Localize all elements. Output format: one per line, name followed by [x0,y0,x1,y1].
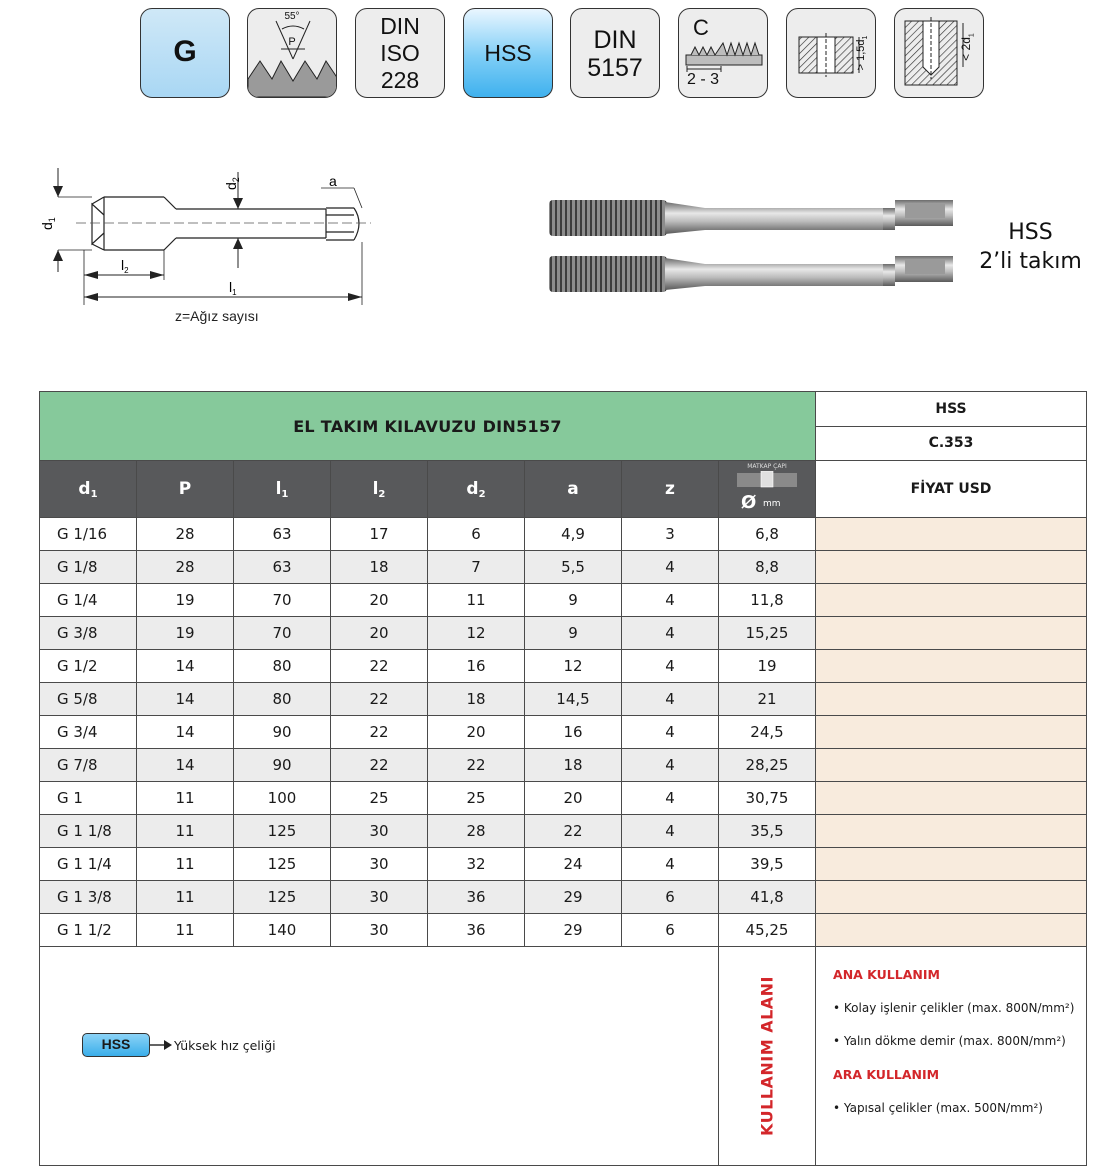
table-row [40,815,1087,848]
cell-pitch: 19 [137,617,234,650]
cell-size: G 1 3/8 [40,881,137,914]
cell-z: 4 [622,683,719,716]
d1-label: $d_1$ [39,217,57,230]
cell-drill-diameter: 6,8 [719,518,816,551]
din-5157-icon [570,8,660,98]
cell-z: 3 [622,518,719,551]
cell-l2: 22 [331,749,428,782]
cell-l2: 17 [331,518,428,551]
cell-l1: 90 [234,749,331,782]
table-row [40,848,1087,881]
cell-l1: 125 [234,815,331,848]
drill-hole-icon [737,471,797,489]
table-title: EL TAKIM KILAVUZU DIN5157 [40,392,816,461]
cell-l2: 22 [331,683,428,716]
cell-a: 16 [525,716,622,749]
din-iso-line-1: DIN [380,13,420,39]
hss-material-label: HSS [484,40,532,66]
cell-d2: 16 [428,650,525,683]
cell-pitch: 19 [137,584,234,617]
main-usage-item: • Yalın dökme demir (max. 800N/mm²) [833,1034,1066,1048]
cell-drill-diameter: 39,5 [719,848,816,881]
tap-technical-drawing [36,160,376,310]
cell-size: G 1 1/4 [40,848,137,881]
table-row [40,551,1087,584]
usage-vertical-label-cell [719,947,816,1166]
cell-pitch: 11 [137,815,234,848]
cell-d2: 12 [428,617,525,650]
cell-l1: 80 [234,683,331,716]
cell-a: 14,5 [525,683,622,716]
hss-legend-badge: HSS [82,1033,150,1057]
cell-l1: 70 [234,617,331,650]
photo-caption-line-1: HSS [1008,220,1053,245]
cell-a: 24 [525,848,622,881]
cell-l2: 30 [331,914,428,947]
cell-size: G 3/4 [40,716,137,749]
cell-z: 4 [622,617,719,650]
blind-hole-icon [894,8,984,98]
photo-caption [968,218,1093,276]
cell-l1: 63 [234,551,331,584]
cell-a: 9 [525,617,622,650]
table-row [40,914,1087,947]
cell-drill-diameter: 28,25 [719,749,816,782]
cell-pitch: 11 [137,881,234,914]
cell-pitch: 14 [137,716,234,749]
cell-d2: 36 [428,914,525,947]
cell-l1: 125 [234,881,331,914]
tap-set-photo [545,190,957,302]
drill-header-caption: MATKAP ÇAPI [747,463,787,470]
cell-l2: 30 [331,815,428,848]
cell-pitch: 14 [137,650,234,683]
l1-label: $l_1$ [229,279,237,297]
thread-type-icon [140,8,230,98]
cell-size: G 1/2 [40,650,137,683]
cell-l1: 90 [234,716,331,749]
price-header: FİYAT USD [816,461,1087,518]
cell-z: 4 [622,815,719,848]
cell-size: G 1 1/2 [40,914,137,947]
cell-size: G 7/8 [40,749,137,782]
table-row [40,716,1087,749]
cell-price [816,815,1087,848]
table-row [40,518,1087,551]
cell-l2: 25 [331,782,428,815]
cell-z: 4 [622,551,719,584]
l2-label: $l_2$ [121,257,129,275]
cell-d2: 6 [428,518,525,551]
cell-price [816,881,1087,914]
material-header: HSS [816,392,1087,427]
cell-a: 29 [525,914,622,947]
table-row [40,749,1087,782]
hss-legend [82,1033,276,1057]
din-5157-line-2: 5157 [587,54,643,82]
cell-pitch: 28 [137,551,234,584]
cell-price [816,551,1087,584]
cell-z: 4 [622,782,719,815]
column-header-z: z [622,461,719,518]
through-hole-icon [786,8,876,98]
cell-price [816,716,1087,749]
cell-price [816,848,1087,881]
cell-z: 6 [622,914,719,947]
cell-d2: 20 [428,716,525,749]
d2-label: $d_2$ [223,177,241,190]
cell-a: 4,9 [525,518,622,551]
cell-l1: 125 [234,848,331,881]
table-row [40,782,1087,815]
cell-l2: 22 [331,650,428,683]
pitch-label: P [288,36,296,48]
din-iso-line-2: ISO [380,40,420,66]
cell-d2: 11 [428,584,525,617]
cell-l2: 22 [331,716,428,749]
din-iso-228-icon [355,8,445,98]
drill-unit: mm [763,499,781,509]
cell-d2: 25 [428,782,525,815]
column-header-l1: $l_1$ [234,461,331,518]
cell-z: 4 [622,716,719,749]
cell-l2: 18 [331,551,428,584]
tap-spec-table [39,391,1086,1166]
main-usage-item: • Kolay işlenir çelikler (max. 800N/mm²) [833,1001,1075,1015]
flutes-caption: z=Ağız sayısı [175,308,259,324]
legend-area [40,947,719,1166]
cell-pitch: 11 [137,782,234,815]
cell-price [816,650,1087,683]
cell-d2: 28 [428,815,525,848]
diameter-symbol: Ø [741,492,757,513]
cell-l2: 30 [331,848,428,881]
column-header-l2: $l_2$ [331,461,428,518]
chamfer-letter: C [693,15,709,40]
column-header-pitch: P [137,461,234,518]
cell-size: G 5/8 [40,683,137,716]
cell-drill-diameter: 21 [719,683,816,716]
cell-price [816,584,1087,617]
usage-vertical-label: KULLANIM ALANI [757,975,777,1137]
thread-profile-icon [247,8,337,98]
cell-drill-diameter: 19 [719,650,816,683]
cell-l1: 80 [234,650,331,683]
cell-size: G 1 1/8 [40,815,137,848]
cell-a: 18 [525,749,622,782]
arrow-right-icon [150,1039,172,1051]
thread-profile-graphic [248,9,337,98]
secondary-usage-item: • Yapısal çelikler (max. 500N/mm²) [833,1101,1043,1115]
cell-pitch: 11 [137,848,234,881]
cell-drill-diameter: 24,5 [719,716,816,749]
cell-drill-diameter: 15,25 [719,617,816,650]
cell-pitch: 11 [137,914,234,947]
cell-z: 4 [622,749,719,782]
cell-drill-diameter: 11,8 [719,584,816,617]
cell-size: G 3/8 [40,617,137,650]
cell-price [816,782,1087,815]
din-5157-line-1: DIN [593,26,637,54]
secondary-usage-title: ARA KULLANIM [833,1067,940,1082]
blind-hole-depth-label: < $2d_1$ [959,33,976,61]
table-row [40,617,1087,650]
cell-pitch: 14 [137,683,234,716]
thread-letter: G [173,35,197,68]
cell-size: G 1/4 [40,584,137,617]
cell-a: 5,5 [525,551,622,584]
cell-drill-diameter: 41,8 [719,881,816,914]
cell-size: G 1 [40,782,137,815]
cell-drill-diameter: 8,8 [719,551,816,584]
cell-d2: 22 [428,749,525,782]
cell-l1: 70 [234,584,331,617]
cell-price [816,683,1087,716]
cell-l2: 30 [331,881,428,914]
angle-label: 55° [284,11,300,22]
cell-price [816,518,1087,551]
main-usage-title: ANA KULLANIM [833,967,940,982]
table-row [40,683,1087,716]
table-row [40,881,1087,914]
cell-l1: 63 [234,518,331,551]
cell-drill-diameter: 30,75 [719,782,816,815]
cell-a: 22 [525,815,622,848]
photo-caption-line-2: 2’li takım [979,249,1082,274]
cell-size: G 1/8 [40,551,137,584]
chamfer-range: 2 - 3 [687,71,720,88]
column-header-d2: $d_2$ [428,461,525,518]
cell-pitch: 28 [137,518,234,551]
column-header-d1: $d_1$ [40,461,137,518]
hss-legend-text: Yüksek hız çeliği [174,1037,276,1053]
cell-a: 20 [525,782,622,815]
product-code-header: C.353 [816,426,1087,461]
a-label: a [329,173,337,189]
cell-a: 12 [525,650,622,683]
cell-d2: 32 [428,848,525,881]
column-header-drill-diameter [719,461,816,518]
table-row [40,650,1087,683]
usage-area [816,947,1087,1166]
cell-a: 29 [525,881,622,914]
cell-l2: 20 [331,617,428,650]
cell-price [816,914,1087,947]
cell-d2: 18 [428,683,525,716]
hss-material-icon [463,8,553,98]
cell-drill-diameter: 35,5 [719,815,816,848]
through-hole-depth-label: > $1,5d_1$ [855,35,870,71]
cell-d2: 7 [428,551,525,584]
chamfer-icon [678,8,768,98]
cell-a: 9 [525,584,622,617]
cell-z: 4 [622,650,719,683]
cell-size: G 1/16 [40,518,137,551]
cell-l1: 140 [234,914,331,947]
cell-l2: 20 [331,584,428,617]
table-row [40,584,1087,617]
cell-pitch: 14 [137,749,234,782]
cell-price [816,617,1087,650]
column-header-a: a [525,461,622,518]
din-iso-line-3: 228 [380,67,420,93]
cell-price [816,749,1087,782]
spec-rows [40,518,1087,947]
cell-d2: 36 [428,881,525,914]
cell-z: 6 [622,881,719,914]
cell-z: 4 [622,848,719,881]
cell-l1: 100 [234,782,331,815]
cell-z: 4 [622,584,719,617]
cell-drill-diameter: 45,25 [719,914,816,947]
